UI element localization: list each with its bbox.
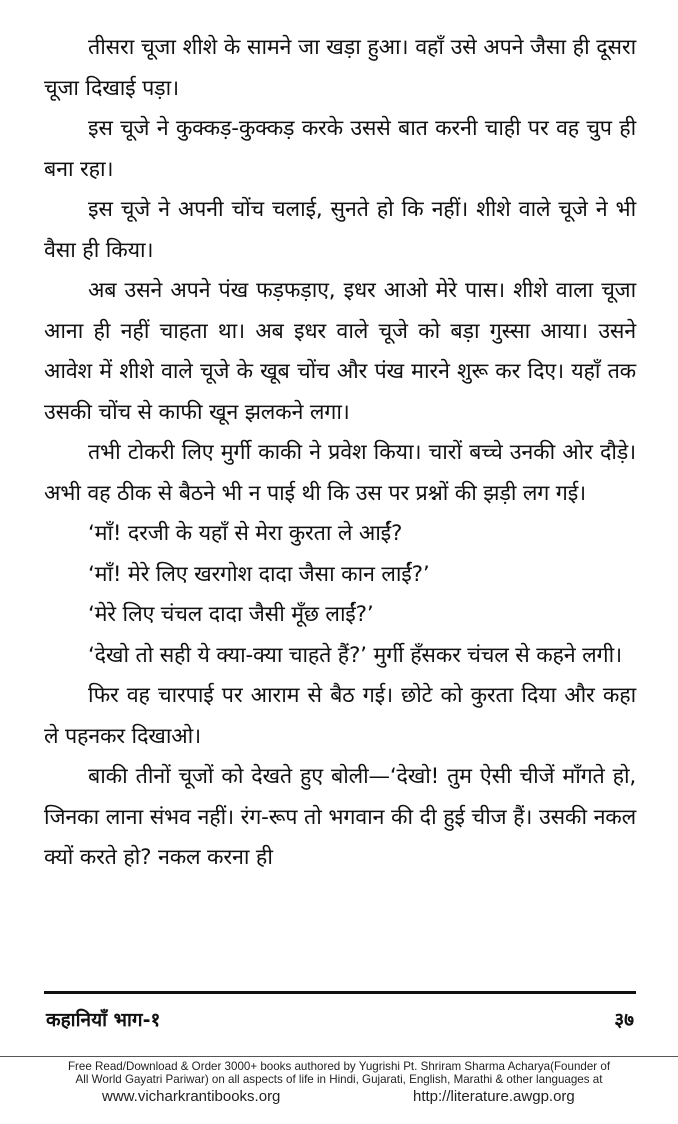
paragraph-5: तभी टोकरी लिए मुर्गी काकी ने प्रवेश किया। चारों बच्चे उनकी ओर दौड़े। अभी वह ठीक से बैठने भी न पाई थी कि उस पर प्रश्नों की झड़ी लग गई। [44,440,636,506]
link-vicharkrantibooks[interactable]: www.vicharkrantibooks.org [102,1088,281,1105]
paragraph-6: ‘माँ! दरजी के यहाँ से मेरा कुरता ले आईं? [88,521,403,546]
link-literature-awgp[interactable]: http://literature.awgp.org [413,1088,575,1105]
page-body [44,28,636,879]
paragraph-8: ‘मेरे लिए चंचल दादा जैसी मूँछ लाईं?’ [88,602,374,627]
paragraph-4: अब उसने अपने पंख फड़फड़ाए, इधर आओ मेरे पास। शीशे वाला चूजा आना ही नहीं चाहता था। अब इधर वाले चूजे को बड़ा गुस्सा आया। उसने आवेश में शीशे वाले चूजे के खूब चोंच और पंख मारने शुरू कर दिए। यहाँ तक उसकी चोंच से काफी खून झलकने लगा। [44,278,636,425]
paragraph-7: ‘माँ! मेरे लिए खरगोश दादा जैसा कान लाईं?’ [88,561,430,587]
page-number: ३७ [614,1009,634,1031]
credit-divider [0,1056,678,1057]
footer-divider [44,991,636,994]
paragraph-10: फिर वह चारपाई पर आराम से बैठ गई। छोटे को कुरता दिया और कहा ले पहनकर दिखाओ। [44,683,636,749]
credit-line-1: Free Read/Download & Order 3000+ books authored by Yugrishi Pt. Shriram Sharma Acharya(Founder of [67,1060,611,1073]
credit-text [0,1060,678,1086]
paragraph-11: बाकी तीनों चूजों को देखते हुए बोली—‘देखो! तुम ऐसी चीजें माँगते हो, जिनका लाना संभव नहीं। रंग-रूप तो भगवान की दी हुई चीज हैं। उसकी नकल क्यों करते हो? नकल करना ही [44,764,636,870]
paragraph-3: इस चूजे ने अपनी चोंच चलाई, सुनते हो कि नहीं। शीशे वाले चूजे ने भी वैसा ही किया। [44,197,636,263]
paragraph-1: तीसरा चूजा शीशे के सामने जा खड़ा हुआ। वहाँ उसे अपने जैसा ही दूसरा चूजा दिखाई पड़ा। [44,35,636,101]
paragraph-2: इस चूजे ने कुक्कड़-कुक्कड़ करके उससे बात करनी चाही पर वह चुप ही बना रहा। [44,116,636,182]
book-title: कहानियाँ भाग-१ [46,1009,161,1031]
credit-line-2: All World Gayatri Pariwar) on all aspects of life in Hindi, Gujarati, English, Marathi & other languages at [75,1073,603,1086]
paragraph-9: ‘देखो तो सही ये क्या-क्या चाहते हैं?’ मुर्गी हँसकर चंचल से कहने लगी। [88,642,622,668]
